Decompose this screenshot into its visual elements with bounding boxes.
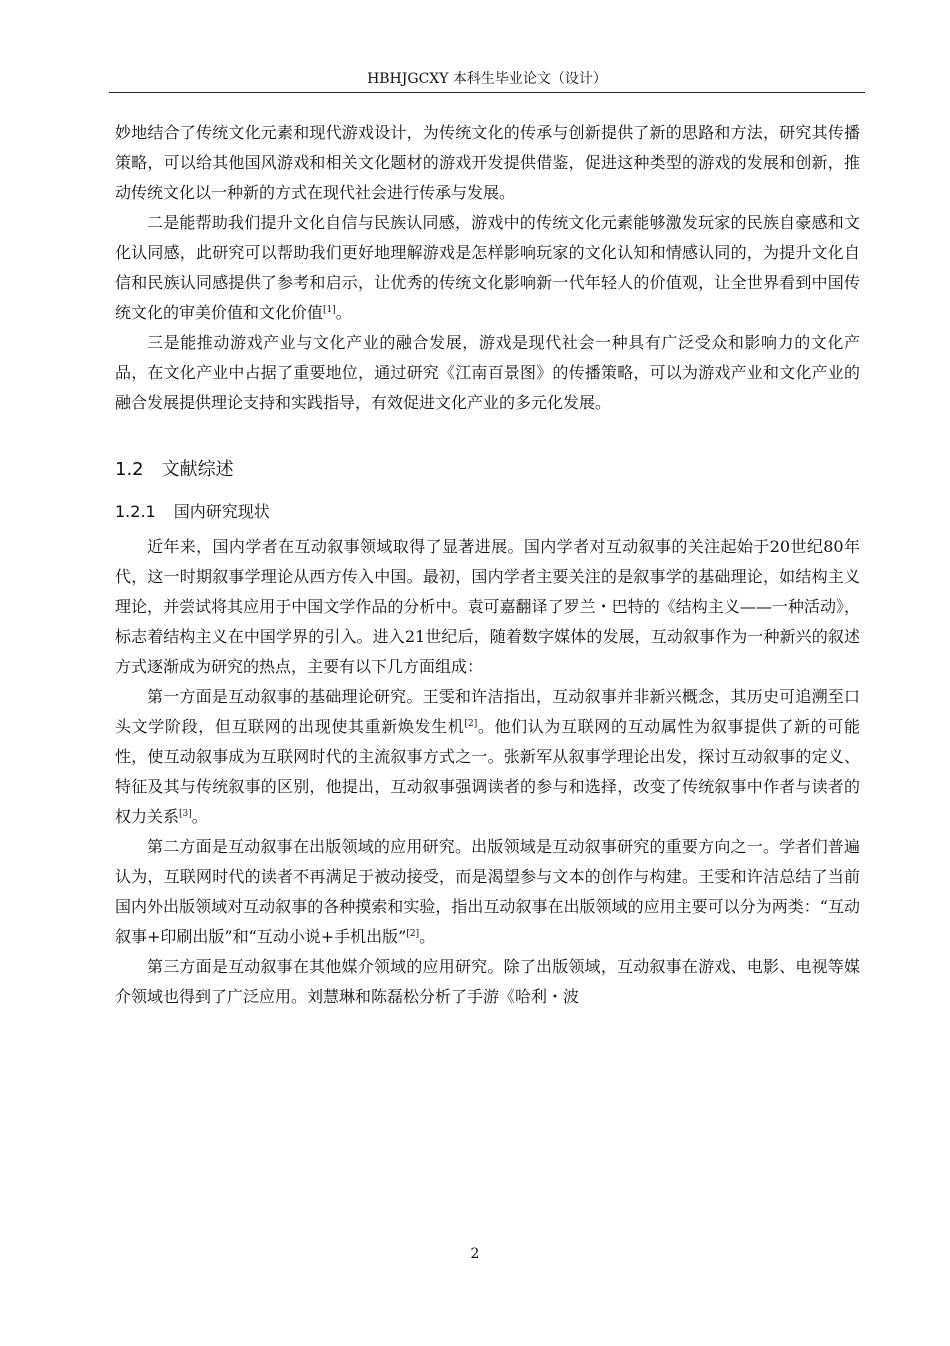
section-number: 1.2 <box>115 459 144 480</box>
paragraph: 第三方面是互动叙事在其他媒介领域的应用研究。除了出版领域，互动叙事在游戏、电影、电视等媒介领域也得到了广泛应用。刘慧琳和陈磊松分析了手游《哈利・波 <box>115 957 860 1006</box>
paragraph: 妙地结合了传统文化元素和现代游戏设计，为传统文化的传承与创新提供了新的思路和方法，研究其传播策略，可以给其他国风游戏和相关文化题材的游戏开发提供借鉴，促进这种类型的游戏的发展和创新，推动传统文化以一种新的方式在现代社会进行传承与发展。 <box>115 123 860 202</box>
page-number: 2 <box>470 1246 480 1262</box>
document-body <box>115 118 860 1012</box>
paragraph: 三是能推动游戏产业与文化产业的融合发展，游戏是现代社会一种具有广泛受众和影响力的文化产品，在文化产业中占据了重要地位，通过研究《江南百景图》的传播策略，可以为游戏产业和文化产业的融合发展提供理论支持和实践指导，有效促进文化产业的多元化发展。 <box>115 333 860 412</box>
header-rule <box>109 92 865 93</box>
page-header: HBHJGCXY 本科生毕业论文（设计） <box>367 71 607 87</box>
citation: [2] <box>464 719 478 729</box>
subsection-heading <box>115 498 860 526</box>
section-title: 文献综述 <box>161 459 234 480</box>
paragraph: 第一方面是互动叙事的基础理论研究。王雯和许洁指出，互动叙事并非新兴概念，其历史可追溯至口头文学阶段，但互联网的出现使其重新焕发生机[2]。他们认为互联网的互动属性为叙事提供了新的可能性，使互动叙事成为互联网时代的主流叙事方式之一。张新军从叙事学理论出发，探讨互动叙事的定义、特征及其与传统叙事的区别，他提出，互动叙事强调读者的参与和选择，改变了传统叙事中作者与读者的权力关系[3]。 <box>115 687 860 826</box>
paragraph: 二是能帮助我们提升文化自信与民族认同感，游戏中的传统文化元素能够激发玩家的民族自豪感和文化认同感，此研究可以帮助我们更好地理解游戏是怎样影响玩家的文化认知和情感认同的，为提升文化自信和民族认同感提供了参考和启示，让优秀的传统文化影响新一代年轻人的价值观，让全世界看到中国传统文化的审美价值和文化价值[1]。 <box>115 213 860 322</box>
citation: [3] <box>179 809 192 819</box>
subsection-number: 1.2.1 <box>115 502 156 521</box>
paragraph: 近年来，国内学者在互动叙事领域取得了显著进展。国内学者对互动叙事的关注起始于20世纪80年代，这一时期叙事学理论从西方传入中国。最初，国内学者主要关注的是叙事学的基础理论，如结构主义理论，并尝试将其应用于中国文学作品的分析中。袁可嘉翻译了罗兰・巴特的《结构主义——一种活动》，标志着结构主义在中国学界的引入。进入21世纪后，随着数字媒体的发展，互动叙事作为一种新兴的叙述方式逐渐成为研究的热点，主要有以下几方面组成： <box>115 537 860 676</box>
citation: [2] <box>406 929 420 939</box>
citation: [1] <box>323 305 336 315</box>
paragraph: 第二方面是互动叙事在出版领域的应用研究。出版领域是互动叙事研究的重要方向之一。学者们普遍认为，互联网时代的读者不再满足于被动接受，而是渴望参与文本的创作与构建。王雯和许洁总结了当前国内外出版领域对互动叙事的各种摸索和实验，指出互动叙事在出版领域的应用主要可以分为两类：“互动叙事+印刷出版”和“互动小说+手机出版”[2]。 <box>115 837 860 946</box>
section-heading <box>115 456 860 484</box>
subsection-title: 国内研究现状 <box>173 502 270 521</box>
